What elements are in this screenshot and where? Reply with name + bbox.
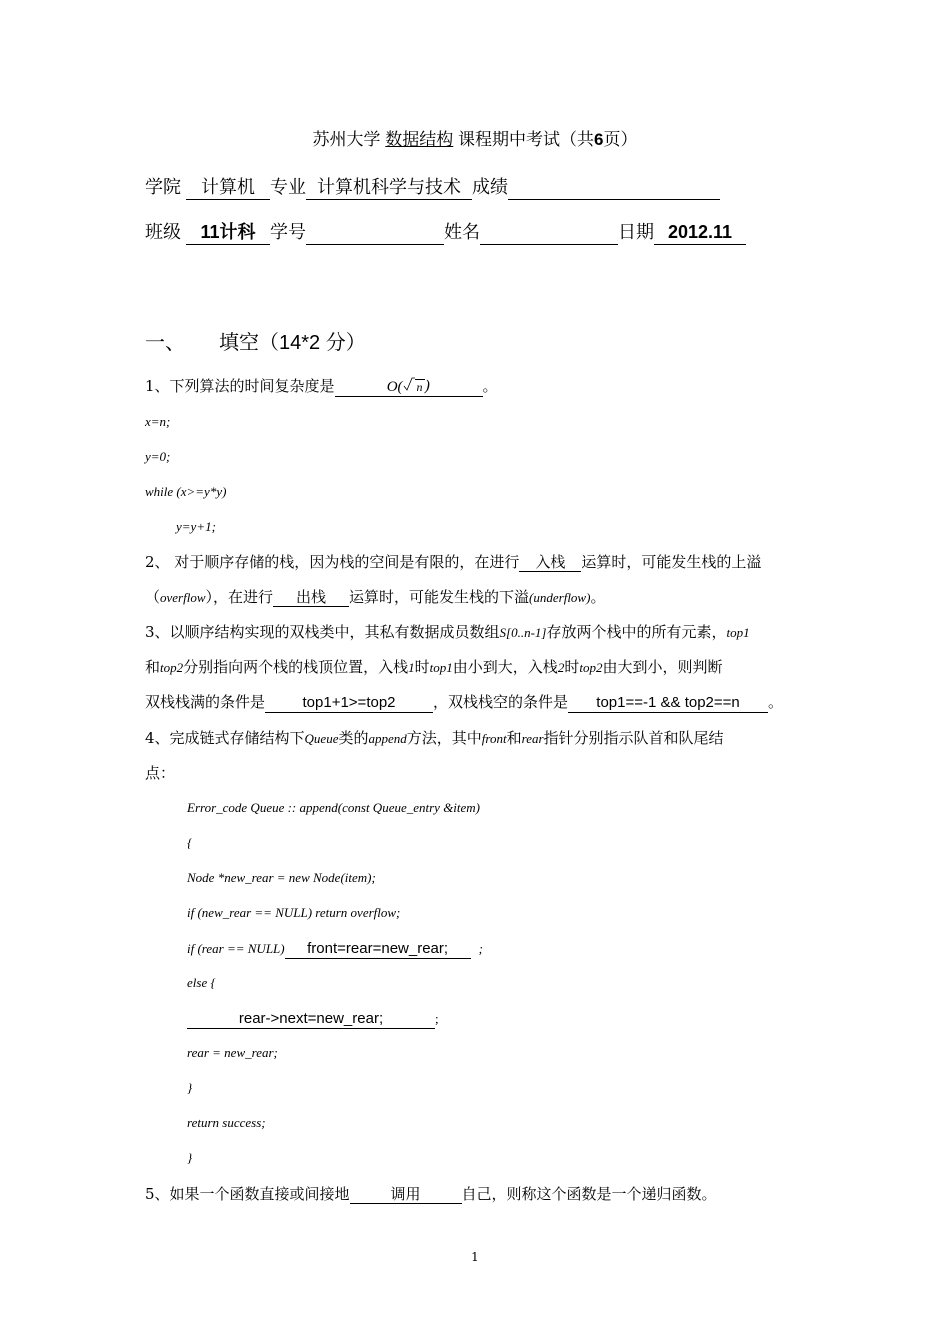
- q4-code-line: if (new_rear == NULL) return overflow;: [187, 905, 401, 920]
- q2-text: 2、 对于顺序存储的栈，因为栈的空间是有限的，在进行: [145, 553, 520, 571]
- title-suffix: 课程期中考试（共: [453, 130, 594, 149]
- q2-text: 。: [590, 588, 606, 606]
- q3-text: 由小到大，入栈: [452, 658, 558, 676]
- q4-code-text: ;: [478, 941, 483, 956]
- name-label: 姓名: [444, 222, 481, 242]
- score-label: 成绩: [472, 177, 509, 197]
- name-field: [480, 222, 618, 245]
- exam-title: [0, 125, 950, 150]
- q2-text: （: [145, 588, 161, 606]
- q4-code-line: return success;: [187, 1115, 266, 1130]
- q5-text: 5、如果一个函数直接或间接地: [145, 1185, 350, 1203]
- q4-text: 和: [506, 729, 522, 747]
- major-field: [306, 177, 472, 200]
- q3-top2: top2: [579, 660, 603, 675]
- q4-code-line-answer-1: [187, 938, 483, 959]
- class-field: [186, 222, 270, 245]
- q1-code-line: y=y+1;: [176, 519, 216, 534]
- question-1: [145, 375, 498, 397]
- q5-answer: [350, 1185, 462, 1204]
- q4-answer-1: [285, 940, 471, 959]
- question-2: [145, 551, 761, 572]
- q3-text: 时: [414, 658, 430, 676]
- q4-text: 4、完成链式存储结构下: [145, 729, 305, 747]
- q4-answer-2: [187, 1010, 435, 1029]
- q1-answer-o: O(: [386, 379, 403, 395]
- q5-text: 自己，则称这个函数是一个递归函数。: [461, 1185, 717, 1203]
- q2-answer-1: [519, 553, 581, 572]
- q3-text: 和: [145, 658, 161, 676]
- section-title: 填空（14*2 分）: [219, 332, 366, 354]
- q3-top1: top1: [726, 625, 750, 640]
- title-school: 苏州大学: [312, 130, 386, 149]
- class-label: 班级: [145, 222, 181, 242]
- q1-end: 。: [482, 377, 498, 395]
- q4-rear: rear: [521, 731, 544, 746]
- title-end: 页）: [603, 130, 638, 149]
- q3-one: 1: [408, 660, 415, 675]
- major-label: 专业: [270, 177, 307, 197]
- q3-text: 分别指向两个栈的栈顶位置，入栈: [183, 658, 409, 676]
- score-field: [508, 177, 720, 200]
- q4-answer-2-value: rear->next=new_rear;: [238, 1010, 384, 1027]
- section-number: 一、: [145, 332, 185, 354]
- q3-top2: top2: [160, 660, 184, 675]
- q1-code-line: while (x>=y*y): [145, 484, 227, 499]
- q3-top1: top1: [429, 660, 453, 675]
- student-id-label: 学号: [270, 222, 307, 242]
- major-value: 计算机科学与技术: [317, 177, 462, 197]
- q4-code-text: ;: [435, 1011, 439, 1026]
- q4-code-line-answer-2: [187, 1008, 439, 1029]
- q3-text: 3、以顺序结构实现的双栈类中，其私有数据成员数组: [145, 623, 500, 641]
- q4-code-line: Error_code Queue :: append(const Queue_entry &item): [187, 800, 481, 815]
- question-4-line-2: 点：: [145, 764, 176, 782]
- q4-append: append: [368, 731, 407, 746]
- q4-code-line: }: [187, 1150, 193, 1165]
- q4-text: 指针分别指示队首和队尾结: [543, 729, 724, 747]
- q2-text: 运算时，可能发生栈的上溢: [581, 553, 762, 571]
- q4-code-line: }: [187, 1080, 193, 1095]
- q3-answer-full-value: top1+1>=top2: [302, 694, 396, 711]
- q4-code-line: else {: [187, 975, 216, 990]
- sqrt-icon: [403, 377, 425, 395]
- q4-code-line: Node *new_rear = new Node(item);: [187, 870, 376, 885]
- date-field: [654, 222, 746, 245]
- q3-text: ，双栈栈空的条件是: [433, 693, 569, 711]
- q2-answer-2-value: 出栈: [296, 588, 327, 606]
- q3-text: 。: [768, 693, 784, 711]
- q3-text: 存放两个栈中的所有元素，: [546, 623, 727, 641]
- q3-answer-full: [265, 694, 433, 713]
- q4-code-text: if (rear == NULL): [187, 941, 285, 956]
- question-3-line-3: [145, 691, 783, 713]
- q3-text: 双栈栈满的条件是: [145, 693, 266, 711]
- section-heading: [145, 326, 366, 355]
- question-3: [145, 621, 750, 642]
- q1-answer-n: n: [416, 380, 423, 394]
- class-value: 11计科: [200, 222, 256, 242]
- q3-text: 由大到小，则判断: [602, 658, 723, 676]
- q2-answer-1-value: 入栈: [535, 553, 566, 571]
- q4-queue: Queue: [304, 731, 339, 746]
- q3-answer-empty: [568, 694, 768, 713]
- date-value: 2012.11: [667, 222, 733, 242]
- q1-answer: [335, 377, 483, 397]
- q2-answer-2: [273, 588, 349, 607]
- college-value: 计算机: [201, 177, 256, 197]
- header-row-class: [145, 218, 746, 245]
- college-label: 学院: [145, 177, 181, 197]
- q2-overflow: overflow: [160, 590, 206, 605]
- q3-array: S[0..n-1]: [499, 625, 547, 640]
- q4-code-line: rear = new_rear;: [187, 1045, 278, 1060]
- question-3-line-2: [145, 656, 722, 677]
- q4-text: 类的: [338, 729, 369, 747]
- q1-text: 1、下列算法的时间复杂度是: [145, 377, 335, 395]
- q4-code-line: {: [187, 835, 193, 850]
- q4-answer-1-value: front=rear=new_rear;: [307, 940, 449, 957]
- question-5: [145, 1183, 717, 1204]
- q1-code-line: y=0;: [145, 449, 171, 464]
- q2-text: ），在进行: [205, 588, 274, 606]
- college-field: [186, 177, 270, 200]
- question-2-line-2: [145, 586, 605, 607]
- q4-text: 方法，其中: [406, 729, 482, 747]
- q4-front: front: [481, 731, 507, 746]
- page-number: 1: [471, 1250, 479, 1264]
- title-pages: 6: [594, 130, 604, 149]
- q3-answer-empty-value: top1==-1 && top2==n: [596, 694, 740, 711]
- title-course: 数据结构: [385, 130, 454, 149]
- q5-answer-value: 调用: [390, 1185, 421, 1203]
- q3-two: 2: [557, 660, 565, 675]
- q1-code-line: x=n;: [145, 414, 171, 429]
- header-row-college: [145, 173, 720, 200]
- question-4: [145, 727, 724, 748]
- q2-text: 运算时，可能发生栈的下溢: [349, 588, 530, 606]
- q1-answer-close: ): [424, 377, 431, 395]
- date-label: 日期: [618, 222, 655, 242]
- student-id-field: [306, 222, 444, 245]
- q2-underflow: (underflow): [529, 590, 591, 605]
- q3-text: 时: [564, 658, 580, 676]
